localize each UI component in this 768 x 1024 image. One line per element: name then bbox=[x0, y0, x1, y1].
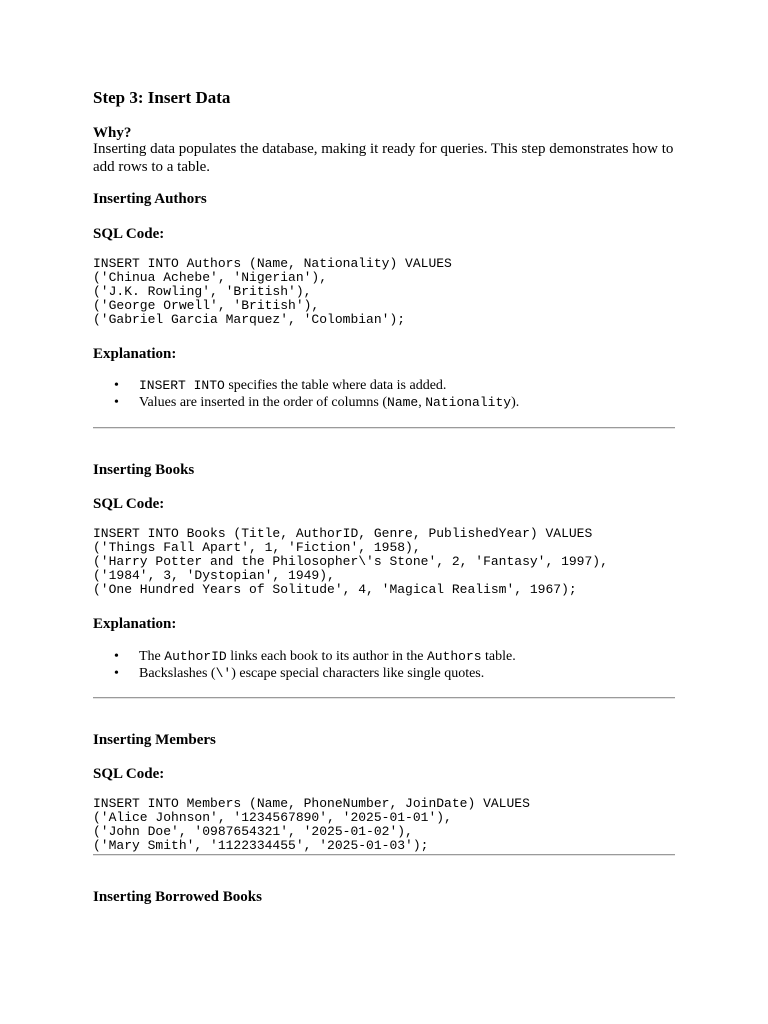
list-item bbox=[93, 648, 516, 665]
bullet-text: , bbox=[418, 395, 426, 410]
books-explanation-list bbox=[93, 648, 516, 682]
authors-explanation-label: Explanation: bbox=[93, 346, 177, 362]
why-heading: Why? bbox=[93, 125, 132, 141]
why-paragraph: Inserting data populates the database, making it ready for queries. This step demonstrates how to add rows to a table. bbox=[93, 141, 674, 175]
section-divider bbox=[93, 854, 675, 856]
members-code-block: INSERT INTO Members (Name, PhoneNumber, JoinDate) VALUES ('Alice Johnson', '1234567890', '2025-01-01'), ('John Doe', '0987654321', '2025-01-02'), ('Mary Smith', '1122334455', '2025-01-03'); bbox=[93, 796, 530, 853]
inline-code: Authors bbox=[426, 649, 482, 664]
inline-code: Nationality bbox=[425, 395, 512, 410]
bullet-text: Values are inserted in the order of columns ( bbox=[139, 395, 388, 410]
members-sql-label: SQL Code: bbox=[93, 766, 165, 782]
bullet-text: ) escape special characters like single quotes. bbox=[231, 666, 485, 681]
members-heading: Inserting Members bbox=[93, 732, 216, 748]
authors-sql-label: SQL Code: bbox=[93, 226, 165, 242]
list-item bbox=[93, 377, 519, 394]
bullet-text: table. bbox=[481, 649, 516, 664]
books-explanation-label: Explanation: bbox=[93, 616, 177, 632]
section-divider bbox=[93, 697, 675, 699]
books-code-block: INSERT INTO Books (Title, AuthorID, Genre, PublishedYear) VALUES ('Things Fall Apart', 1, 'Fiction', 1958), ('Harry Potter and the Philosopher\'s Stone', 2, 'Fantasy', 1997), ('1984', 3, 'Dystopian', 1949), ('One Hundred Years of Solitude', 4, 'Magical Realism', 1967); bbox=[93, 526, 608, 597]
bullet-text: Backslashes ( bbox=[139, 666, 216, 681]
list-item bbox=[93, 394, 519, 411]
bullet-text: specifies the table where data is added. bbox=[224, 378, 447, 393]
list-item bbox=[93, 665, 516, 682]
bullet-text: ). bbox=[511, 395, 520, 410]
authors-code-block: INSERT INTO Authors (Name, Nationality) VALUES ('Chinua Achebe', 'Nigerian'), ('J.K. Rowling', 'British'), ('George Orwell', 'British'), ('Gabriel Garcia Marquez', 'Colombian'); bbox=[93, 256, 452, 327]
inline-code: INSERT INTO bbox=[139, 378, 225, 393]
inline-code: Name bbox=[387, 395, 419, 410]
authors-heading: Inserting Authors bbox=[93, 191, 207, 207]
bullet-text: The bbox=[139, 649, 165, 664]
inline-code: \' bbox=[215, 666, 232, 681]
step-title: Step 3: Insert Data bbox=[93, 88, 231, 107]
authors-explanation-list bbox=[93, 377, 519, 411]
books-heading: Inserting Books bbox=[93, 462, 195, 478]
borrowed-heading: Inserting Borrowed Books bbox=[93, 889, 262, 905]
section-divider bbox=[93, 427, 675, 429]
inline-code: AuthorID bbox=[164, 649, 227, 664]
bullet-text: links each book to its author in the bbox=[226, 649, 427, 664]
books-sql-label: SQL Code: bbox=[93, 496, 165, 512]
